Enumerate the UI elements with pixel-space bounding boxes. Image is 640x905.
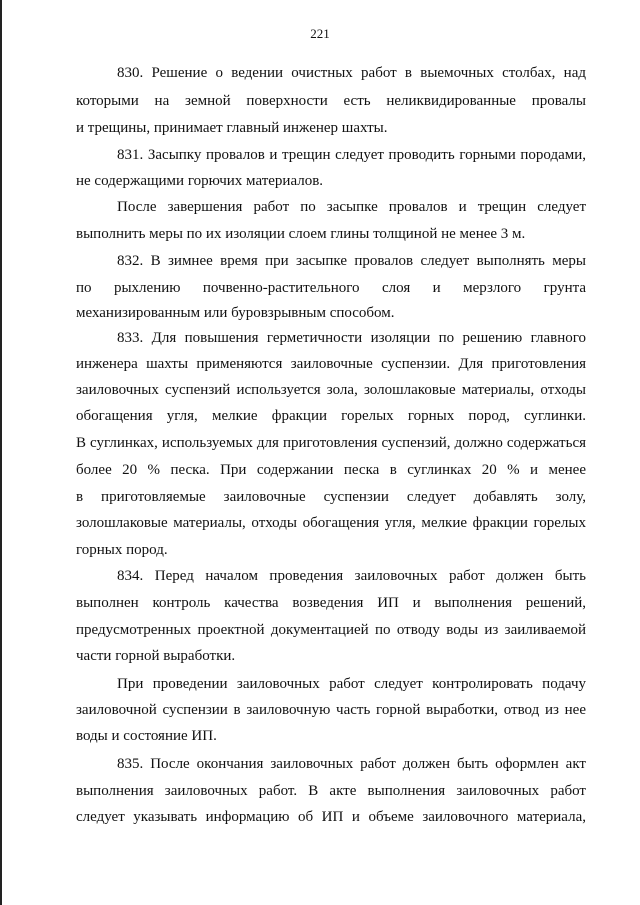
paragraph-833-line-5: В суглинках, используемых для приготовления суспензий, должно содержаться — [76, 435, 586, 451]
paragraph-833-line-3: заиловочных суспензий используется зола, золошлаковые материалы, отходы — [76, 382, 586, 398]
paragraph-831-line-2: не содержащими горючих материалов. — [76, 173, 324, 189]
paragraph-833-line-4: обогащения угля, мелкие фракции горелых горных пород, суглинки. — [76, 408, 586, 424]
paragraph-835-line-3: следует указывать информацию об ИП и объеме заиловочного материала, — [76, 809, 586, 825]
paragraph-833-line-7: в приготовляемые заиловочные суспензии следует добавлять золу, — [76, 489, 586, 505]
page-number: 221 — [310, 26, 330, 41]
paragraph-834-line-2: выполнен контроль качества возведения ИП и выполнения решений, — [76, 595, 586, 611]
paragraph-834b-line-1: При проведении заиловочных работ следует контролировать подачу — [117, 676, 586, 692]
paragraph-830-line-3: и трещины, принимает главный инженер шахты. — [76, 120, 388, 136]
paragraph-833-line-6: более 20 % песка. При содержании песка в суглинках 20 % и менее — [76, 462, 586, 478]
paragraph-832-line-1: 832. В зимнее время при засыпке провалов следует выполнять меры — [117, 253, 586, 269]
paragraph-831b-line-2: выполнить меры по их изоляции слоем глины толщиной не менее 3 м. — [76, 226, 526, 242]
paragraph-830-line-2: которыми на земной поверхности есть неликвидированные провалы — [76, 93, 586, 109]
paragraph-832-line-3: механизированным или буровзрывным способом. — [76, 305, 395, 321]
paragraph-831b-line-1: После завершения работ по засыпке провалов и трещин следует — [117, 199, 586, 215]
paragraph-831-line-1: 831. Засыпку провалов и трещин следует проводить горными породами, — [117, 147, 586, 163]
paragraph-834-line-3: предусмотренных проектной документацией по отводу воды из заиливаемой — [76, 622, 586, 638]
paragraph-833-line-8: золошлаковые материалы, отходы обогащения угля, мелкие фракции горелых — [76, 515, 586, 531]
paragraph-833-line-1: 833. Для повышения герметичности изоляции по решению главного — [117, 330, 586, 346]
paragraph-834b-line-2: заиловочной суспензии в заиловочную часть горной выработки, отвод из нее — [76, 702, 586, 718]
paragraph-832-line-2: по рыхлению почвенно-растительного слоя и мерзлого грунта — [76, 280, 586, 296]
paragraph-834-line-1: 834. Перед началом проведения заиловочных работ должен быть — [117, 568, 586, 584]
paragraph-835-line-2: выполнения заиловочных работ. В акте выполнения заиловочных работ — [76, 783, 586, 799]
paragraph-834b-line-3: воды и состояние ИП. — [76, 728, 217, 744]
paragraph-830-line-1: 830. Решение о ведении очистных работ в выемочных столбах, над — [117, 65, 586, 81]
paragraph-833-line-2: инженера шахты применяются заиловочные суспензии. Для приготовления — [76, 356, 586, 372]
paragraph-835-line-1: 835. После окончания заиловочных работ должен быть оформлен акт — [117, 756, 586, 772]
paragraph-834-line-4: части горной выработки. — [76, 648, 236, 664]
paragraph-833-line-9: горных пород. — [76, 542, 168, 558]
